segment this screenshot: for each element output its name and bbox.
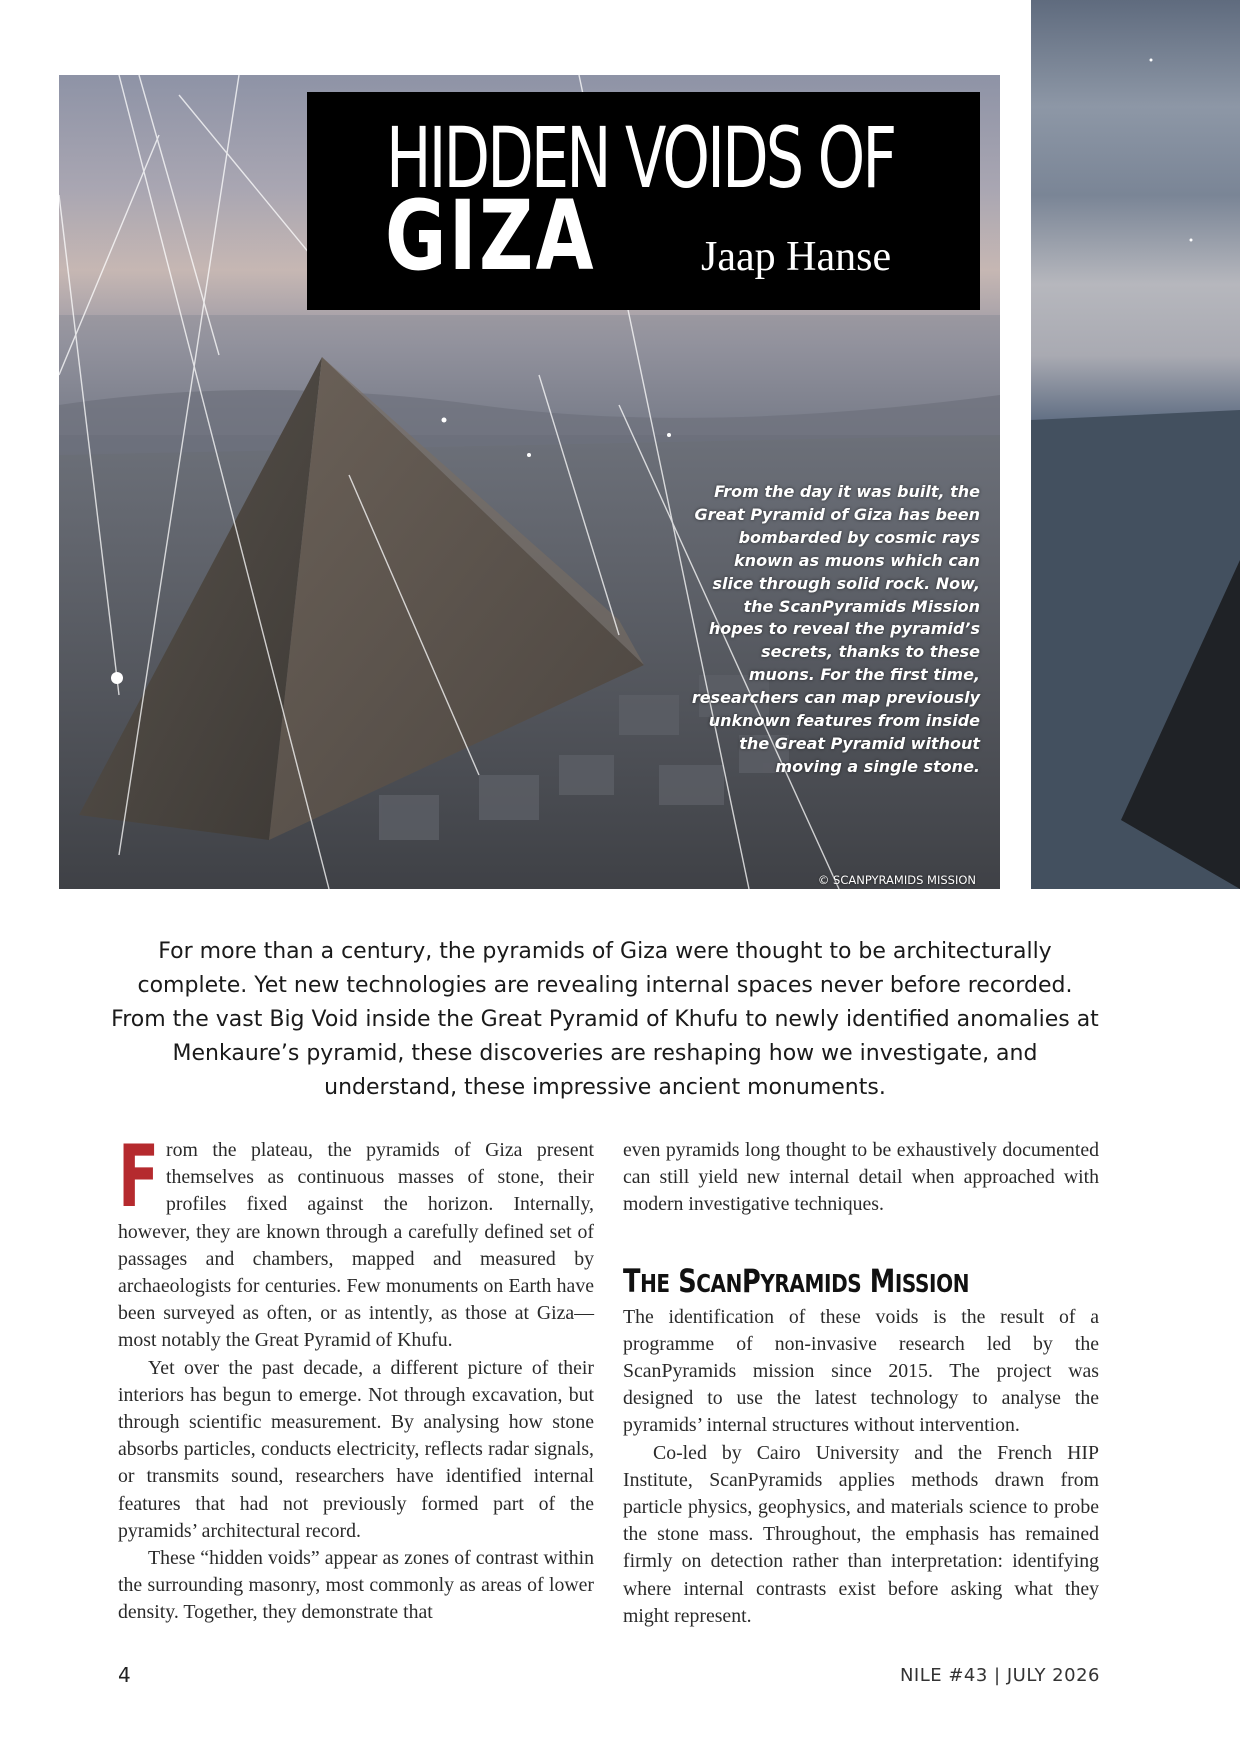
article-paragraph: Yet over the past decade, a different picture of their interiors has begun to emerge. Not through excavation, but through scientific measurement. By analysing how stone absorbs particles, conducts electricity, reflects radar signals, or transmits sound, researchers have identified internal features that had not previously formed part of the pyramids’ architectural record. [118,1356,594,1542]
article-paragraph: The identification of these voids is the result of a programme of non-invasive research led by the ScanPyramids mission since 2015. The project was designed to use the latest technology to analyse the pyramids’ internal structures without intervention. [623,1305,1099,1437]
photo-credit: © SCANPYRAMIDS MISSION [817,873,976,887]
folio: NILE #43 | JULY 2026 [899,1665,1100,1686]
drop-cap: F [118,1127,160,1227]
article-paragraph: These “hidden voids” appear as zones of contrast within the surrounding masonry, most commonly as areas of lower density. Together, they demonstrate that [118,1547,594,1624]
article-column-left [118,1127,594,1627]
article-column-right [623,1137,1099,1630]
article-paragraph: Co-led by Cairo University and the French HIP Institute, ScanPyramids applies methods drawn from particle physics, geophysics, and materials science to probe the stone mass. Throughout, the emphasis has remained firmly on detection rather than interpretation: identifying where internal contrasts exist before asking what they might represent. [623,1441,1099,1627]
paragraph-text: rom the plateau, the pyramids of Giza present themselves as continuous masses of stone, their profiles fixed against the horizon. Internally, however, they are known through a carefully defined set of passages and chambers, mapped and measured by archaeologists for centuries. Few monuments on Earth have been surveyed as often, or as intently, as those at Giza—most notably the Great Pyramid of Khufu. [118,1139,594,1352]
page-number: 4 [118,1663,131,1687]
article-paragraph [118,1127,594,1355]
hero-caption: From the day it was built, the Great Pyramid of Giza has been bombarded by cosmic rays known as muons which can slice through solid rock. Now, the ScanPyramids Mission hopes to reveal the pyramid’s secrets, thanks to these muons. For the first time, researchers can map previously unknown features from inside the Great Pyramid without moving a single stone. [691,482,980,776]
section-heading: THE SCANPYRAMIDS MISSION [623,1261,970,1300]
article-title-line-1: HIDDEN VOIDS OF [386,109,895,207]
article-title-line-2: GIZA [385,180,596,292]
adjacent-pyramid-illustration [1031,0,1240,889]
author-byline: Jaap Hanse [701,234,892,280]
standfirst: For more than a century, the pyramids of Giza were thought to be architecturally complete. Yet new technologies are revealing internal spaces never before recorded. From the vast Big Void inside the Great Pyramid of Khufu to newly identified anomalies at Menkaure’s pyramid, these discoveries are reshaping how we investigate, and understand, these impressive ancient monuments. [111,939,1099,1100]
adjacent-page-image [1031,0,1240,889]
article-paragraph-continued: even pyramids long thought to be exhaustively documented can still yield new internal detail when approached with modern investigative techniques. [623,1139,1099,1216]
title-block [307,92,980,310]
